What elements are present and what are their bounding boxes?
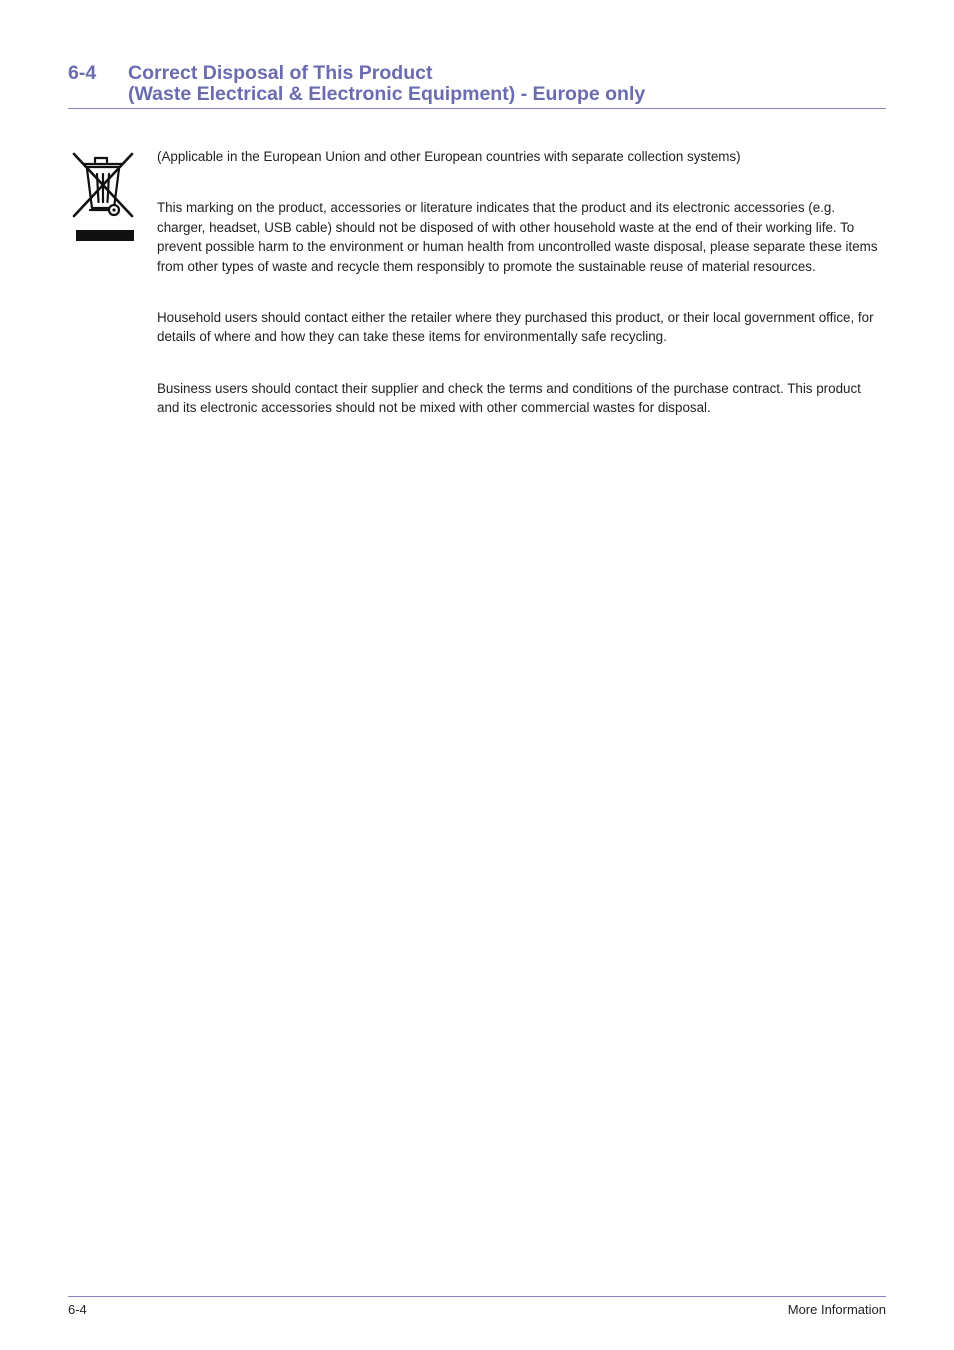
heading-indent [68, 84, 128, 105]
footer-page-number: 6-4 [68, 1302, 87, 1317]
paragraph-applicability: (Applicable in the European Union and other European countries with separate collection systems) [157, 149, 741, 164]
disposal-text [157, 147, 885, 450]
weee-bin-icon [70, 150, 136, 244]
paragraph-business-users: Business users should contact their supplier and check the terms and conditions of the purchase contract. This product and its electronic accessories should not be mixed with other commercial wastes for disposal. [157, 380, 861, 416]
section-heading [68, 63, 886, 109]
paragraph-marking: This marking on the product, accessories or literature indicates that the product and its electronic accessories (e.g. charger, headset, USB cable) should not be disposed of with other household waste at the end of their working life. To prevent possible harm to the environment or human health from uncontrolled waste disposal, please separate these items from other types of waste and recycle them responsibly to promote the sustainable reuse of material resources. [157, 200, 878, 274]
footer-section-name: More Information [787, 1302, 886, 1317]
section-title-line-1: Correct Disposal of This Product [128, 62, 433, 84]
heading-line-2 [68, 84, 886, 105]
section-title-line-2: (Waste Electrical & Electronic Equipment) - Europe only [128, 83, 646, 105]
paragraph-household-users: Household users should contact either the retailer where they purchased this product, or their local government office, for details of where and how they can take these items for environmentally safe recycling. [157, 310, 874, 345]
page-footer [68, 1296, 886, 1318]
heading-line-1 [68, 63, 886, 84]
section-number: 6-4 [68, 62, 97, 84]
